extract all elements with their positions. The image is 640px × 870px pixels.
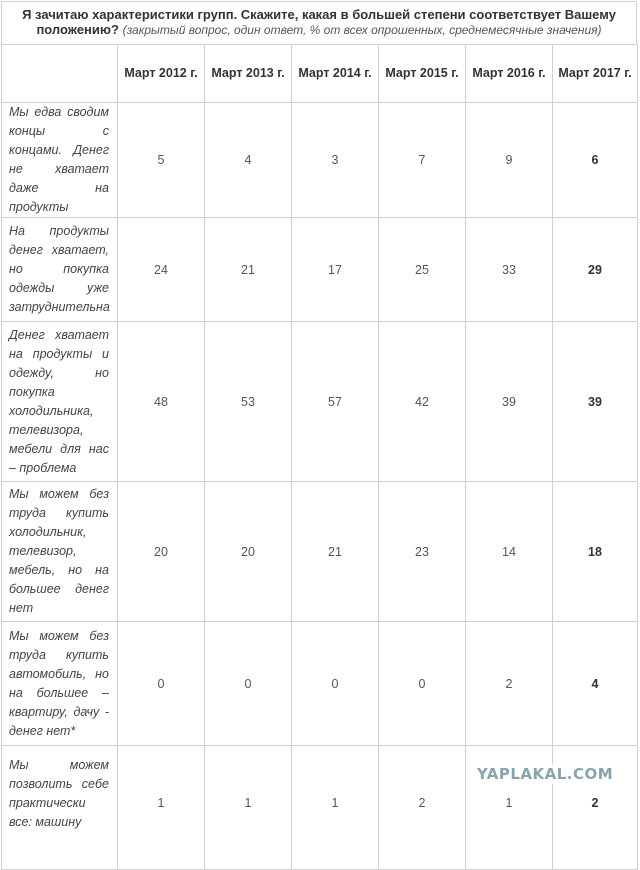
table-cell: 0	[379, 622, 466, 746]
row-label: Мы можем без труда купить автомобиль, но на большее – квартиру, дачу - денег нет*	[2, 622, 118, 746]
column-header: Март 2015 г.	[379, 45, 466, 103]
table-cell: 2	[466, 622, 553, 746]
table-cell: 1	[292, 746, 379, 870]
header-empty-cell	[2, 45, 118, 103]
table-cell: 4	[553, 622, 638, 746]
table-cell: 0	[292, 622, 379, 746]
column-header: Март 2014 г.	[292, 45, 379, 103]
table-cell: 17	[292, 218, 379, 322]
watermark-logo: YAPLAKAL.COM	[470, 764, 620, 784]
table-row	[2, 322, 638, 482]
table-row	[2, 218, 638, 322]
table-cell: 29	[553, 218, 638, 322]
question-text: Я зачитаю характеристики групп. Скажите, какая в большей степени соответствует Вашему положению?	[22, 7, 616, 37]
table-cell: 33	[466, 218, 553, 322]
table-cell: 5	[118, 103, 205, 218]
table-cell: 0	[205, 622, 292, 746]
row-label: На продукты денег хватает, но покупка одежды уже затруднительна	[2, 218, 118, 322]
table-cell: 7	[379, 103, 466, 218]
table-cell: 53	[205, 322, 292, 482]
table-cell: 1	[205, 746, 292, 870]
table-cell: 6	[553, 103, 638, 218]
table-cell: 23	[379, 482, 466, 622]
table-cell: 2	[553, 746, 638, 870]
table-cell: 0	[118, 622, 205, 746]
table-cell: 21	[205, 218, 292, 322]
question-note: (закрытый вопрос, один ответ, % от всех опрошенных, среднемесячные значения)	[122, 23, 602, 37]
row-label: Мы можем позволить себе практически все: машину	[2, 746, 118, 870]
table-cell: 18	[553, 482, 638, 622]
column-header: Март 2013 г.	[205, 45, 292, 103]
survey-table	[1, 44, 638, 870]
table-cell: 25	[379, 218, 466, 322]
table-cell: 4	[205, 103, 292, 218]
column-header: Март 2017 г.	[553, 45, 638, 103]
table-cell: 9	[466, 103, 553, 218]
table-cell: 20	[118, 482, 205, 622]
table-cell: 2	[379, 746, 466, 870]
table-cell: 57	[292, 322, 379, 482]
table-cell: 39	[553, 322, 638, 482]
header-row	[2, 45, 638, 103]
column-header: Март 2012 г.	[118, 45, 205, 103]
row-label: Денег хватает на продукты и одежду, но покупка холодильника, телевизора, мебели для нас – проблема	[2, 322, 118, 482]
table-row	[2, 622, 638, 746]
row-label: Мы едва сводим концы с концами. Денег не хватает даже на продукты	[2, 103, 118, 218]
table-row	[2, 482, 638, 622]
table-cell: 21	[292, 482, 379, 622]
table-cell: 42	[379, 322, 466, 482]
table-cell: 39	[466, 322, 553, 482]
table-cell: 48	[118, 322, 205, 482]
table-row	[2, 103, 638, 218]
column-header: Март 2016 г.	[466, 45, 553, 103]
table-cell: 1	[466, 746, 553, 870]
row-label: Мы можем без труда купить холодильник, телевизор, мебель, но на большее денег нет	[2, 482, 118, 622]
table-cell: 24	[118, 218, 205, 322]
table-cell: 3	[292, 103, 379, 218]
table-caption	[1, 1, 637, 45]
table-cell: 1	[118, 746, 205, 870]
table-cell: 14	[466, 482, 553, 622]
table-cell: 20	[205, 482, 292, 622]
